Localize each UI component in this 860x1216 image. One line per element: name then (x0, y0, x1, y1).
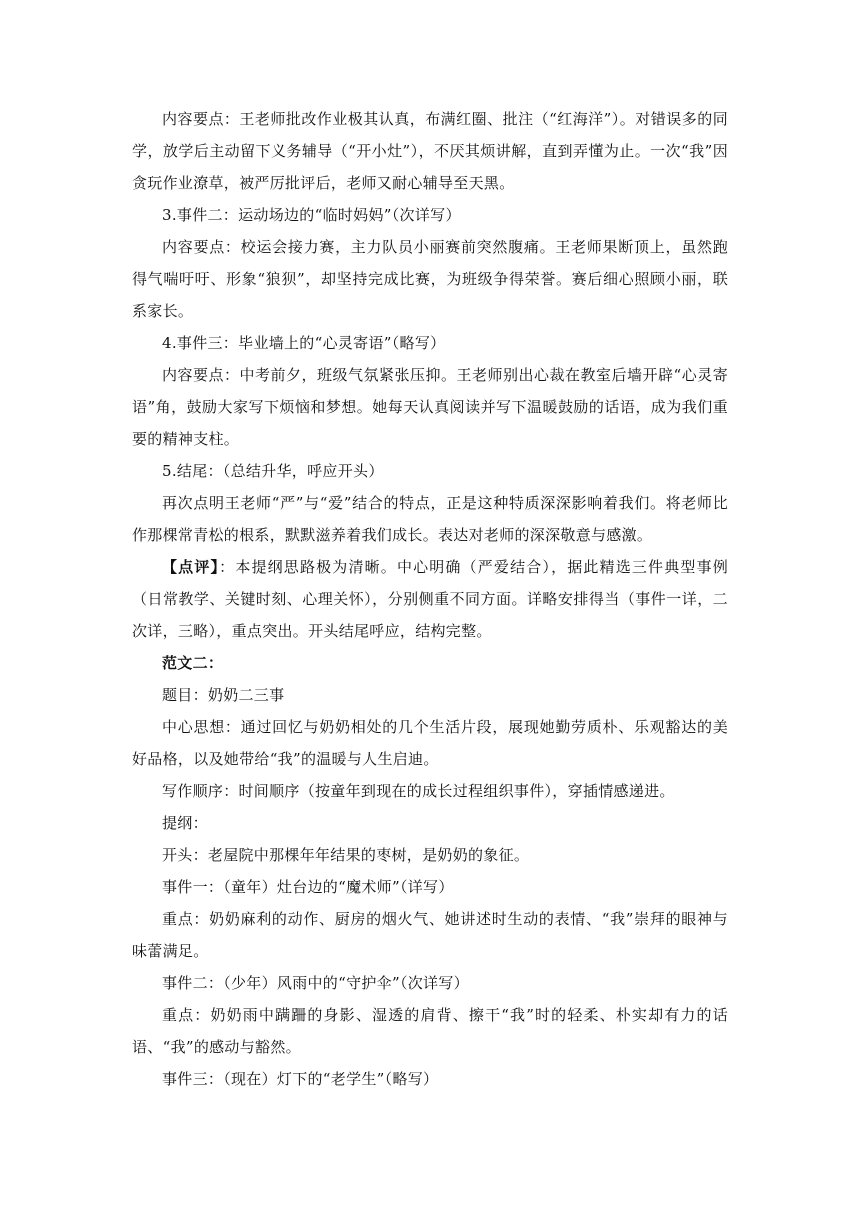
outline-opening: 开头：老屋院中那棵年年结果的枣树，是奶奶的象征。 (162, 846, 530, 864)
outline-label: 提纲： (162, 814, 208, 832)
outline-event1-heading: 事件一：（童年）灶台边的“魔术师”（详写） (162, 878, 454, 896)
review-label: 【点评】 (162, 558, 220, 576)
outline-event3-heading: 事件三：（现在）灯下的“老学生”（略写） (162, 1070, 439, 1088)
paragraph-ending-heading: 5.结尾：（总结升华，呼应开头） (162, 462, 384, 480)
essay-central-idea: 中心思想：通过回忆与奶奶相处的几个生活片段，展现她勤劳质朴、乐观豁达的美好品格，以及她带给“我”的温暖与人生启迪。 (132, 718, 728, 768)
document-body (132, 103, 728, 1095)
review-text: ：本提纲思路极为清晰。中心明确（严爱结合），据此精选三件典型事例（日常教学、关键时刻、心理关怀），分别侧重不同方面。详略安排得当（事件一详，二次详，三略），重点突出。开头结尾呼应，结构完整。 (132, 558, 728, 640)
essay-title: 题目：奶奶二三事 (162, 686, 285, 704)
outline-event1-focus: 重点：奶奶麻利的动作、厨房的烟火气、她讲述时生动的表情、“我”崇拜的眼神与味蕾满足。 (132, 910, 728, 960)
paragraph-event3-heading: 4.事件三：毕业墙上的“心灵寄语”（略写） (162, 334, 446, 352)
paragraph-ending-content: 再次点明王老师“严”与“爱”结合的特点，正是这种特质深深影响着我们。将老师比作那棵常青松的根系，默默滋养着我们成长。表达对老师的深深敬意与感激。 (132, 494, 728, 544)
outline-event2-heading: 事件二：（少年）风雨中的“守护伞”（次详写） (162, 974, 469, 992)
outline-event2-focus: 重点：奶奶雨中蹒跚的身影、湿透的肩背、擦干“我”时的轻柔、朴实却有力的话语、“我”的感动与豁然。 (132, 1006, 728, 1056)
paragraph-event2-content: 内容要点：校运会接力赛，主力队员小丽赛前突然腹痛。王老师果断顶上，虽然跑得气喘吁吁、形象“狼狈”，却坚持完成比赛，为班级争得荣誉。赛后细心照顾小丽，联系家长。 (132, 238, 728, 320)
paragraph-event3-content: 内容要点：中考前夕，班级气氛紧张压抑。王老师别出心裁在教室后墙开辟“心灵寄语”角，鼓励大家写下烦恼和梦想。她每天认真阅读并写下温暖鼓励的话语，成为我们重要的精神支柱。 (132, 366, 728, 448)
sample-essay-2-heading: 范文二： (162, 654, 224, 672)
essay-writing-order: 写作顺序：时间顺序（按童年到现在的成长过程组织事件），穿插情感递进。 (162, 782, 675, 800)
paragraph-review (132, 551, 728, 647)
paragraph-event2-heading: 3.事件二：运动场边的“临时妈妈”（次详写） (162, 206, 461, 224)
paragraph-event1-content: 内容要点：王老师批改作业极其认真，布满红圈、批注（“红海洋”）。对错误多的同学，放学后主动留下义务辅导（“开小灶”），不厌其烦讲解，直到弄懂为止。一次“我”因贪玩作业潦草，被严厉批评后，老师又耐心辅导至天黑。 (132, 110, 728, 192)
